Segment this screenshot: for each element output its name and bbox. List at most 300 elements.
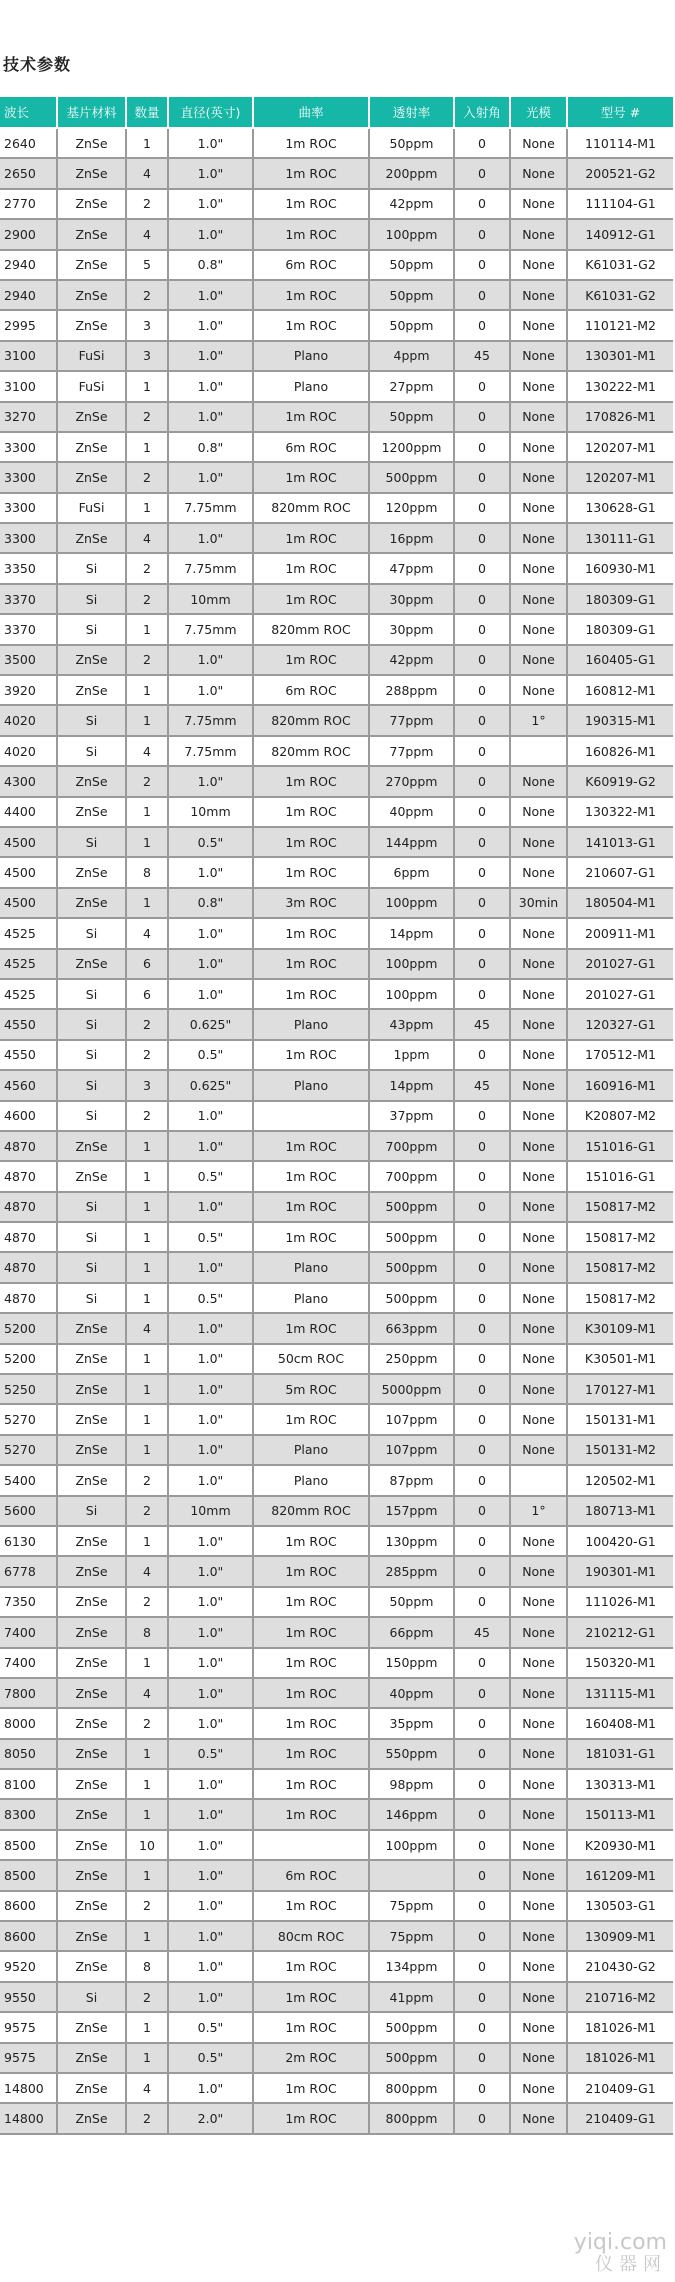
cell-quantity: 8	[127, 858, 169, 888]
column-header-wavelength: 波长	[0, 97, 58, 129]
cell-mode: None	[511, 281, 568, 311]
cell-curvature: 820mm ROC	[254, 706, 370, 736]
cell-mode: None	[511, 1253, 568, 1283]
cell-mode: None	[511, 1375, 568, 1405]
cell-wavelength: 4870	[0, 1284, 58, 1314]
cell-incidence-angle: 0	[455, 1588, 511, 1618]
cell-substrate: ZnSe	[58, 403, 127, 433]
cell-quantity: 3	[127, 1071, 169, 1101]
cell-model-number: 150817-M2	[568, 1193, 673, 1223]
cell-diameter: 10mm	[169, 1497, 254, 1527]
cell-diameter: 0.8"	[169, 889, 254, 919]
table-row	[0, 1770, 673, 1800]
cell-substrate: ZnSe	[58, 950, 127, 980]
table-row	[0, 1375, 673, 1405]
table-row	[0, 2013, 673, 2043]
cell-incidence-angle: 0	[455, 1952, 511, 1982]
cell-mode: None	[511, 494, 568, 524]
cell-wavelength: 9520	[0, 1952, 58, 1982]
cell-quantity: 1	[127, 1649, 169, 1679]
cell-transmittance: 6ppm	[370, 858, 455, 888]
cell-transmittance: 77ppm	[370, 706, 455, 736]
cell-model-number: K61031-G2	[568, 251, 673, 281]
cell-transmittance: 100ppm	[370, 889, 455, 919]
cell-curvature: 1m ROC	[254, 190, 370, 220]
table-row	[0, 1071, 673, 1101]
cell-quantity: 1	[127, 1861, 169, 1891]
cell-incidence-angle: 0	[455, 1345, 511, 1375]
cell-quantity: 2	[127, 463, 169, 493]
cell-transmittance: 42ppm	[370, 646, 455, 676]
cell-incidence-angle: 0	[455, 919, 511, 949]
table-row	[0, 554, 673, 584]
cell-wavelength: 4500	[0, 828, 58, 858]
cell-model-number: 130322-M1	[568, 798, 673, 828]
cell-model-number: 160916-M1	[568, 1071, 673, 1101]
cell-diameter: 1.0"	[169, 1922, 254, 1952]
cell-curvature: 1m ROC	[254, 1588, 370, 1618]
cell-substrate: Si	[58, 585, 127, 615]
cell-substrate: ZnSe	[58, 1132, 127, 1162]
cell-incidence-angle: 0	[455, 798, 511, 828]
cell-curvature: Plano	[254, 1466, 370, 1496]
cell-curvature: 1m ROC	[254, 585, 370, 615]
cell-diameter: 1.0"	[169, 1831, 254, 1861]
cell-transmittance: 30ppm	[370, 585, 455, 615]
cell-wavelength: 4870	[0, 1132, 58, 1162]
cell-curvature: 1m ROC	[254, 2074, 370, 2104]
cell-curvature: 1m ROC	[254, 554, 370, 584]
cell-transmittance: 75ppm	[370, 1892, 455, 1922]
cell-curvature: 1m ROC	[254, 980, 370, 1010]
cell-mode: None	[511, 1041, 568, 1071]
cell-mode: None	[511, 1649, 568, 1679]
cell-model-number: 201027-G1	[568, 980, 673, 1010]
cell-transmittance: 40ppm	[370, 1679, 455, 1709]
cell-model-number: K20930-M1	[568, 1831, 673, 1861]
table-row	[0, 1740, 673, 1770]
cell-transmittance: 100ppm	[370, 980, 455, 1010]
cell-incidence-angle: 0	[455, 676, 511, 706]
cell-quantity: 4	[127, 1679, 169, 1709]
cell-curvature: 1m ROC	[254, 828, 370, 858]
cell-incidence-angle: 0	[455, 190, 511, 220]
cell-model-number: 210409-G1	[568, 2104, 673, 2134]
cell-quantity: 1	[127, 1740, 169, 1770]
cell-quantity: 2	[127, 403, 169, 433]
cell-wavelength: 3300	[0, 463, 58, 493]
cell-diameter: 1.0"	[169, 1193, 254, 1223]
cell-incidence-angle: 0	[455, 1679, 511, 1709]
cell-transmittance: 500ppm	[370, 1284, 455, 1314]
cell-model-number: 120502-M1	[568, 1466, 673, 1496]
cell-quantity: 2	[127, 1010, 169, 1040]
cell-wavelength: 8300	[0, 1800, 58, 1830]
cell-wavelength: 4870	[0, 1162, 58, 1192]
cell-substrate: ZnSe	[58, 311, 127, 341]
cell-incidence-angle: 0	[455, 129, 511, 159]
table-row	[0, 1041, 673, 1071]
cell-curvature: 1m ROC	[254, 919, 370, 949]
cell-curvature: 1m ROC	[254, 1649, 370, 1679]
cell-mode: None	[511, 433, 568, 463]
cell-curvature: 1m ROC	[254, 1952, 370, 1982]
cell-transmittance: 107ppm	[370, 1436, 455, 1466]
cell-curvature: 1m ROC	[254, 1405, 370, 1435]
cell-mode: None	[511, 2104, 568, 2134]
cell-transmittance: 157ppm	[370, 1497, 455, 1527]
cell-model-number: 181026-M1	[568, 2013, 673, 2043]
cell-substrate: ZnSe	[58, 1405, 127, 1435]
cell-mode	[511, 1466, 568, 1496]
table-row	[0, 159, 673, 189]
table-row	[0, 1831, 673, 1861]
cell-substrate: ZnSe	[58, 220, 127, 250]
cell-mode: None	[511, 1314, 568, 1344]
cell-diameter: 0.5"	[169, 1223, 254, 1253]
cell-incidence-angle: 0	[455, 585, 511, 615]
column-header-diameter: 直径(英寸)	[169, 97, 254, 129]
cell-model-number: 130628-G1	[568, 494, 673, 524]
cell-substrate: ZnSe	[58, 1861, 127, 1891]
cell-wavelength: 2770	[0, 190, 58, 220]
cell-diameter: 1.0"	[169, 2074, 254, 2104]
cell-diameter: 1.0"	[169, 1405, 254, 1435]
cell-diameter: 1.0"	[169, 281, 254, 311]
cell-incidence-angle: 45	[455, 1071, 511, 1101]
cell-quantity: 1	[127, 433, 169, 463]
cell-quantity: 1	[127, 1132, 169, 1162]
table-row	[0, 1952, 673, 1982]
cell-wavelength: 8500	[0, 1831, 58, 1861]
cell-substrate: Si	[58, 1223, 127, 1253]
cell-wavelength: 4020	[0, 737, 58, 767]
table-row	[0, 980, 673, 1010]
cell-quantity: 3	[127, 311, 169, 341]
cell-wavelength: 2640	[0, 129, 58, 159]
cell-model-number: 150817-M2	[568, 1223, 673, 1253]
cell-substrate: ZnSe	[58, 159, 127, 189]
cell-mode: None	[511, 311, 568, 341]
cell-incidence-angle: 0	[455, 858, 511, 888]
cell-mode: 1°	[511, 1497, 568, 1527]
cell-diameter: 0.5"	[169, 1162, 254, 1192]
table-row	[0, 372, 673, 402]
cell-mode: None	[511, 1709, 568, 1739]
cell-quantity: 4	[127, 159, 169, 189]
cell-substrate: Si	[58, 554, 127, 584]
cell-wavelength: 4525	[0, 919, 58, 949]
cell-mode: None	[511, 1770, 568, 1800]
cell-substrate: ZnSe	[58, 524, 127, 554]
cell-diameter: 0.5"	[169, 828, 254, 858]
cell-transmittance: 1ppm	[370, 1041, 455, 1071]
column-header-curvature: 曲率	[254, 97, 370, 129]
cell-mode: None	[511, 1952, 568, 1982]
cell-model-number: 120207-M1	[568, 433, 673, 463]
cell-quantity: 2	[127, 1497, 169, 1527]
cell-substrate: ZnSe	[58, 1800, 127, 1830]
cell-mode: None	[511, 1557, 568, 1587]
cell-curvature: 1m ROC	[254, 767, 370, 797]
spec-table	[0, 97, 673, 2135]
cell-substrate: FuSi	[58, 342, 127, 372]
cell-wavelength: 4300	[0, 767, 58, 797]
cell-mode: None	[511, 1618, 568, 1648]
cell-curvature: 80cm ROC	[254, 1922, 370, 1952]
cell-substrate: ZnSe	[58, 767, 127, 797]
cell-substrate: ZnSe	[58, 1466, 127, 1496]
table-row	[0, 1861, 673, 1891]
cell-transmittance	[370, 1861, 455, 1891]
cell-incidence-angle: 0	[455, 433, 511, 463]
cell-diameter: 1.0"	[169, 676, 254, 706]
table-row	[0, 433, 673, 463]
table-row	[0, 1345, 673, 1375]
cell-diameter: 1.0"	[169, 1709, 254, 1739]
cell-wavelength: 5600	[0, 1497, 58, 1527]
cell-wavelength: 4020	[0, 706, 58, 736]
cell-mode: None	[511, 554, 568, 584]
cell-curvature: 1m ROC	[254, 1162, 370, 1192]
cell-wavelength: 8600	[0, 1892, 58, 1922]
cell-substrate: ZnSe	[58, 1922, 127, 1952]
cell-transmittance: 800ppm	[370, 2074, 455, 2104]
cell-diameter: 0.8"	[169, 251, 254, 281]
cell-curvature: 1m ROC	[254, 159, 370, 189]
cell-mode: None	[511, 1193, 568, 1223]
cell-curvature: 2m ROC	[254, 2044, 370, 2074]
cell-model-number: 180309-G1	[568, 615, 673, 645]
table-row	[0, 1010, 673, 1040]
cell-wavelength: 3270	[0, 403, 58, 433]
cell-diameter: 1.0"	[169, 980, 254, 1010]
cell-diameter: 0.5"	[169, 2044, 254, 2074]
cell-quantity: 4	[127, 2074, 169, 2104]
cell-curvature: 820mm ROC	[254, 737, 370, 767]
cell-curvature: 1m ROC	[254, 1041, 370, 1071]
cell-mode: None	[511, 1922, 568, 1952]
cell-transmittance: 150ppm	[370, 1649, 455, 1679]
cell-incidence-angle: 0	[455, 1497, 511, 1527]
cell-mode: None	[511, 646, 568, 676]
table-row	[0, 585, 673, 615]
cell-wavelength: 2650	[0, 159, 58, 189]
cell-transmittance: 43ppm	[370, 1010, 455, 1040]
cell-model-number: 210607-G1	[568, 858, 673, 888]
cell-mode: None	[511, 1861, 568, 1891]
cell-transmittance: 37ppm	[370, 1102, 455, 1132]
cell-quantity: 1	[127, 615, 169, 645]
cell-wavelength: 3100	[0, 372, 58, 402]
cell-incidence-angle: 0	[455, 1831, 511, 1861]
cell-incidence-angle: 0	[455, 1375, 511, 1405]
cell-model-number: 130301-M1	[568, 342, 673, 372]
cell-quantity: 5	[127, 251, 169, 281]
cell-diameter: 1.0"	[169, 1102, 254, 1132]
cell-quantity: 4	[127, 220, 169, 250]
cell-model-number: 110114-M1	[568, 129, 673, 159]
cell-curvature: 1m ROC	[254, 1770, 370, 1800]
cell-incidence-angle: 0	[455, 220, 511, 250]
cell-mode: None	[511, 1527, 568, 1557]
cell-substrate: Si	[58, 1497, 127, 1527]
cell-incidence-angle: 0	[455, 1557, 511, 1587]
cell-diameter: 7.75mm	[169, 554, 254, 584]
cell-diameter: 1.0"	[169, 1892, 254, 1922]
cell-transmittance: 14ppm	[370, 919, 455, 949]
cell-quantity: 1	[127, 372, 169, 402]
cell-diameter: 7.75mm	[169, 494, 254, 524]
cell-incidence-angle: 0	[455, 524, 511, 554]
cell-diameter: 1.0"	[169, 1618, 254, 1648]
cell-model-number: 100420-G1	[568, 1527, 673, 1557]
cell-transmittance: 250ppm	[370, 1345, 455, 1375]
cell-substrate: Si	[58, 706, 127, 736]
cell-model-number: 160826-M1	[568, 737, 673, 767]
cell-quantity: 8	[127, 1618, 169, 1648]
cell-curvature: 1m ROC	[254, 1223, 370, 1253]
cell-mode: None	[511, 1436, 568, 1466]
cell-substrate: ZnSe	[58, 889, 127, 919]
cell-transmittance: 87ppm	[370, 1466, 455, 1496]
cell-curvature: Plano	[254, 1010, 370, 1040]
cell-quantity: 1	[127, 2044, 169, 2074]
cell-diameter: 1.0"	[169, 767, 254, 797]
cell-substrate: ZnSe	[58, 2013, 127, 2043]
cell-transmittance: 134ppm	[370, 1952, 455, 1982]
cell-curvature: Plano	[254, 342, 370, 372]
table-row	[0, 646, 673, 676]
cell-mode: None	[511, 251, 568, 281]
table-row	[0, 2074, 673, 2104]
cell-curvature	[254, 1831, 370, 1861]
cell-mode: None	[511, 1102, 568, 1132]
cell-wavelength: 3300	[0, 433, 58, 463]
cell-substrate: FuSi	[58, 494, 127, 524]
cell-incidence-angle: 0	[455, 1892, 511, 1922]
cell-substrate: ZnSe	[58, 858, 127, 888]
cell-mode: None	[511, 1345, 568, 1375]
cell-incidence-angle: 0	[455, 767, 511, 797]
table-row	[0, 281, 673, 311]
cell-model-number: 160408-M1	[568, 1709, 673, 1739]
cell-incidence-angle: 0	[455, 828, 511, 858]
cell-curvature: Plano	[254, 1071, 370, 1101]
cell-diameter: 7.75mm	[169, 706, 254, 736]
cell-curvature: 1m ROC	[254, 1679, 370, 1709]
cell-curvature: 1m ROC	[254, 798, 370, 828]
cell-diameter: 1.0"	[169, 1952, 254, 1982]
cell-diameter: 0.5"	[169, 2013, 254, 2043]
cell-quantity: 1	[127, 1405, 169, 1435]
table-row	[0, 1466, 673, 1496]
cell-transmittance: 47ppm	[370, 554, 455, 584]
cell-model-number: 151016-G1	[568, 1162, 673, 1192]
cell-transmittance: 130ppm	[370, 1527, 455, 1557]
cell-curvature: 1m ROC	[254, 1983, 370, 2013]
cell-curvature: Plano	[254, 1284, 370, 1314]
cell-mode: None	[511, 190, 568, 220]
cell-transmittance: 285ppm	[370, 1557, 455, 1587]
cell-substrate: ZnSe	[58, 190, 127, 220]
cell-wavelength: 3350	[0, 554, 58, 584]
cell-incidence-angle: 0	[455, 1770, 511, 1800]
cell-substrate: ZnSe	[58, 1162, 127, 1192]
cell-transmittance: 144ppm	[370, 828, 455, 858]
cell-substrate: ZnSe	[58, 1679, 127, 1709]
table-row	[0, 1223, 673, 1253]
cell-quantity: 4	[127, 1314, 169, 1344]
cell-substrate: Si	[58, 615, 127, 645]
cell-quantity: 1	[127, 1922, 169, 1952]
cell-wavelength: 9550	[0, 1983, 58, 2013]
cell-model-number: 161209-M1	[568, 1861, 673, 1891]
cell-diameter: 1.0"	[169, 1649, 254, 1679]
cell-mode: None	[511, 403, 568, 433]
cell-transmittance: 800ppm	[370, 2104, 455, 2134]
cell-wavelength: 8000	[0, 1709, 58, 1739]
cell-wavelength: 3370	[0, 615, 58, 645]
cell-wavelength: 9575	[0, 2044, 58, 2074]
cell-quantity: 1	[127, 1770, 169, 1800]
cell-incidence-angle: 0	[455, 889, 511, 919]
cell-substrate: Si	[58, 737, 127, 767]
table-row	[0, 889, 673, 919]
cell-diameter: 1.0"	[169, 129, 254, 159]
cell-diameter: 1.0"	[169, 1983, 254, 2013]
cell-model-number: 180504-M1	[568, 889, 673, 919]
cell-transmittance: 30ppm	[370, 615, 455, 645]
cell-mode: None	[511, 1010, 568, 1040]
table-row	[0, 676, 673, 706]
cell-curvature: 1m ROC	[254, 1618, 370, 1648]
cell-model-number: 160812-M1	[568, 676, 673, 706]
cell-model-number: 181031-G1	[568, 1740, 673, 1770]
table-row	[0, 1314, 673, 1344]
table-row	[0, 1679, 673, 1709]
cell-substrate: Si	[58, 1071, 127, 1101]
cell-curvature: 820mm ROC	[254, 1497, 370, 1527]
cell-diameter: 1.0"	[169, 1132, 254, 1162]
cell-curvature	[254, 1102, 370, 1132]
cell-quantity: 1	[127, 706, 169, 736]
table-row	[0, 1892, 673, 1922]
cell-mode: None	[511, 950, 568, 980]
cell-wavelength: 14800	[0, 2104, 58, 2134]
cell-diameter: 7.75mm	[169, 615, 254, 645]
cell-diameter: 1.0"	[169, 858, 254, 888]
cell-mode: None	[511, 858, 568, 888]
table-row	[0, 463, 673, 493]
column-header-transmittance: 透射率	[370, 97, 455, 129]
cell-incidence-angle: 0	[455, 1405, 511, 1435]
table-row	[0, 1922, 673, 1952]
cell-diameter: 1.0"	[169, 403, 254, 433]
cell-transmittance: 40ppm	[370, 798, 455, 828]
cell-incidence-angle: 0	[455, 2044, 511, 2074]
column-header-mode: 光模	[511, 97, 568, 129]
cell-diameter: 1.0"	[169, 1557, 254, 1587]
column-header-substrate: 基片材料	[58, 97, 127, 129]
cell-mode: 30min	[511, 889, 568, 919]
cell-quantity: 2	[127, 2104, 169, 2134]
cell-incidence-angle: 45	[455, 1618, 511, 1648]
cell-incidence-angle: 0	[455, 281, 511, 311]
table-row	[0, 190, 673, 220]
cell-quantity: 2	[127, 585, 169, 615]
cell-wavelength: 2940	[0, 251, 58, 281]
